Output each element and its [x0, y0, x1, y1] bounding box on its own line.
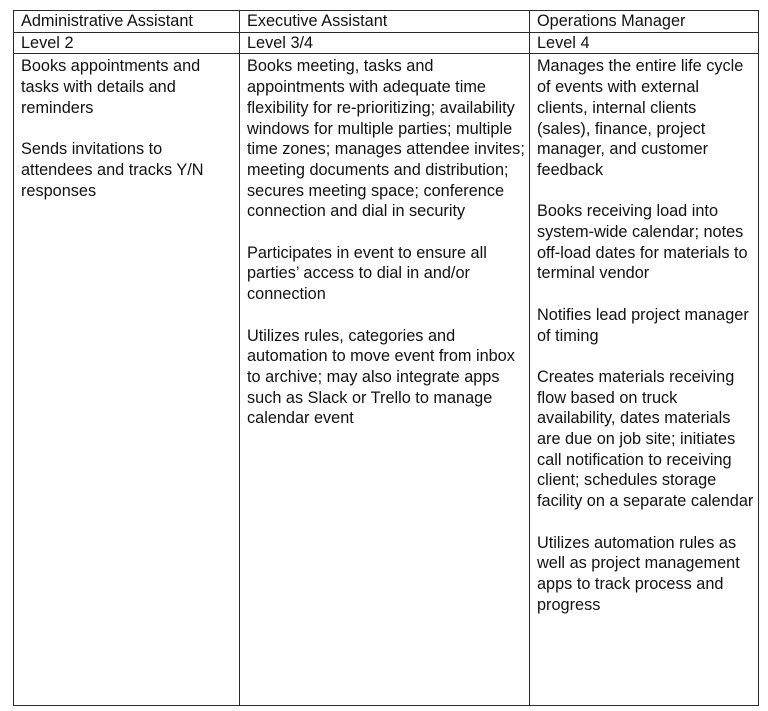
duty-paragraph: Sends invitations to attendees and tracks Y/N responses	[21, 140, 204, 200]
level-administrative-assistant: Level 2	[14, 32, 240, 54]
duty-paragraph: Participates in event to ensure all parties’ access to dial in and/or connection	[247, 243, 487, 304]
column-title-operations-manager: Operations Manager	[530, 11, 759, 33]
table-header-row	[14, 11, 759, 33]
duty-paragraph: Utilizes automation rules as well as project management apps to track process and progress	[537, 533, 740, 614]
duty-paragraph: Utilizes rules, categories and automation to move event from inbox to archive; may also integrate apps such as Slack or Trello to manage calendar event	[247, 326, 515, 428]
level-operations-manager: Level 4	[530, 32, 759, 54]
roles-comparison-table	[13, 10, 759, 706]
duty-paragraph: Creates materials receiving flow based on truck availability, dates materials are due on job site; initiates call notification to receiving client; schedules storage facility on a separate calendar	[537, 367, 754, 511]
duty-paragraph: Notifies lead project manager of timing	[537, 305, 749, 345]
duty-paragraph: Books appointments and tasks with details and reminders	[21, 57, 201, 117]
column-title-executive-assistant: Executive Assistant	[240, 11, 530, 33]
duty-paragraph: Books receiving load into system-wide calendar; notes off-load dates for materials to terminal vendor	[537, 202, 748, 283]
level-executive-assistant: Level 3/4	[240, 32, 530, 54]
duties-operations-manager	[530, 54, 759, 706]
duty-paragraph: Manages the entire life cycle of events with external clients, internal clients (sales), finance, project manager, and customer feedback	[537, 57, 744, 179]
duty-paragraph: Books meeting, tasks and appointments with adequate time flexibility for re-prioritizing; availability windows for multiple parties; multiple time zones; manages attendee invites; meeting documents and distribution; secures meeting space; conference connection and dial in security	[247, 57, 525, 221]
column-title-administrative-assistant: Administrative Assistant	[14, 11, 240, 33]
duties-administrative-assistant	[14, 54, 240, 706]
table-duties-row	[14, 54, 759, 706]
table-level-row	[14, 32, 759, 54]
duties-executive-assistant	[240, 54, 530, 706]
